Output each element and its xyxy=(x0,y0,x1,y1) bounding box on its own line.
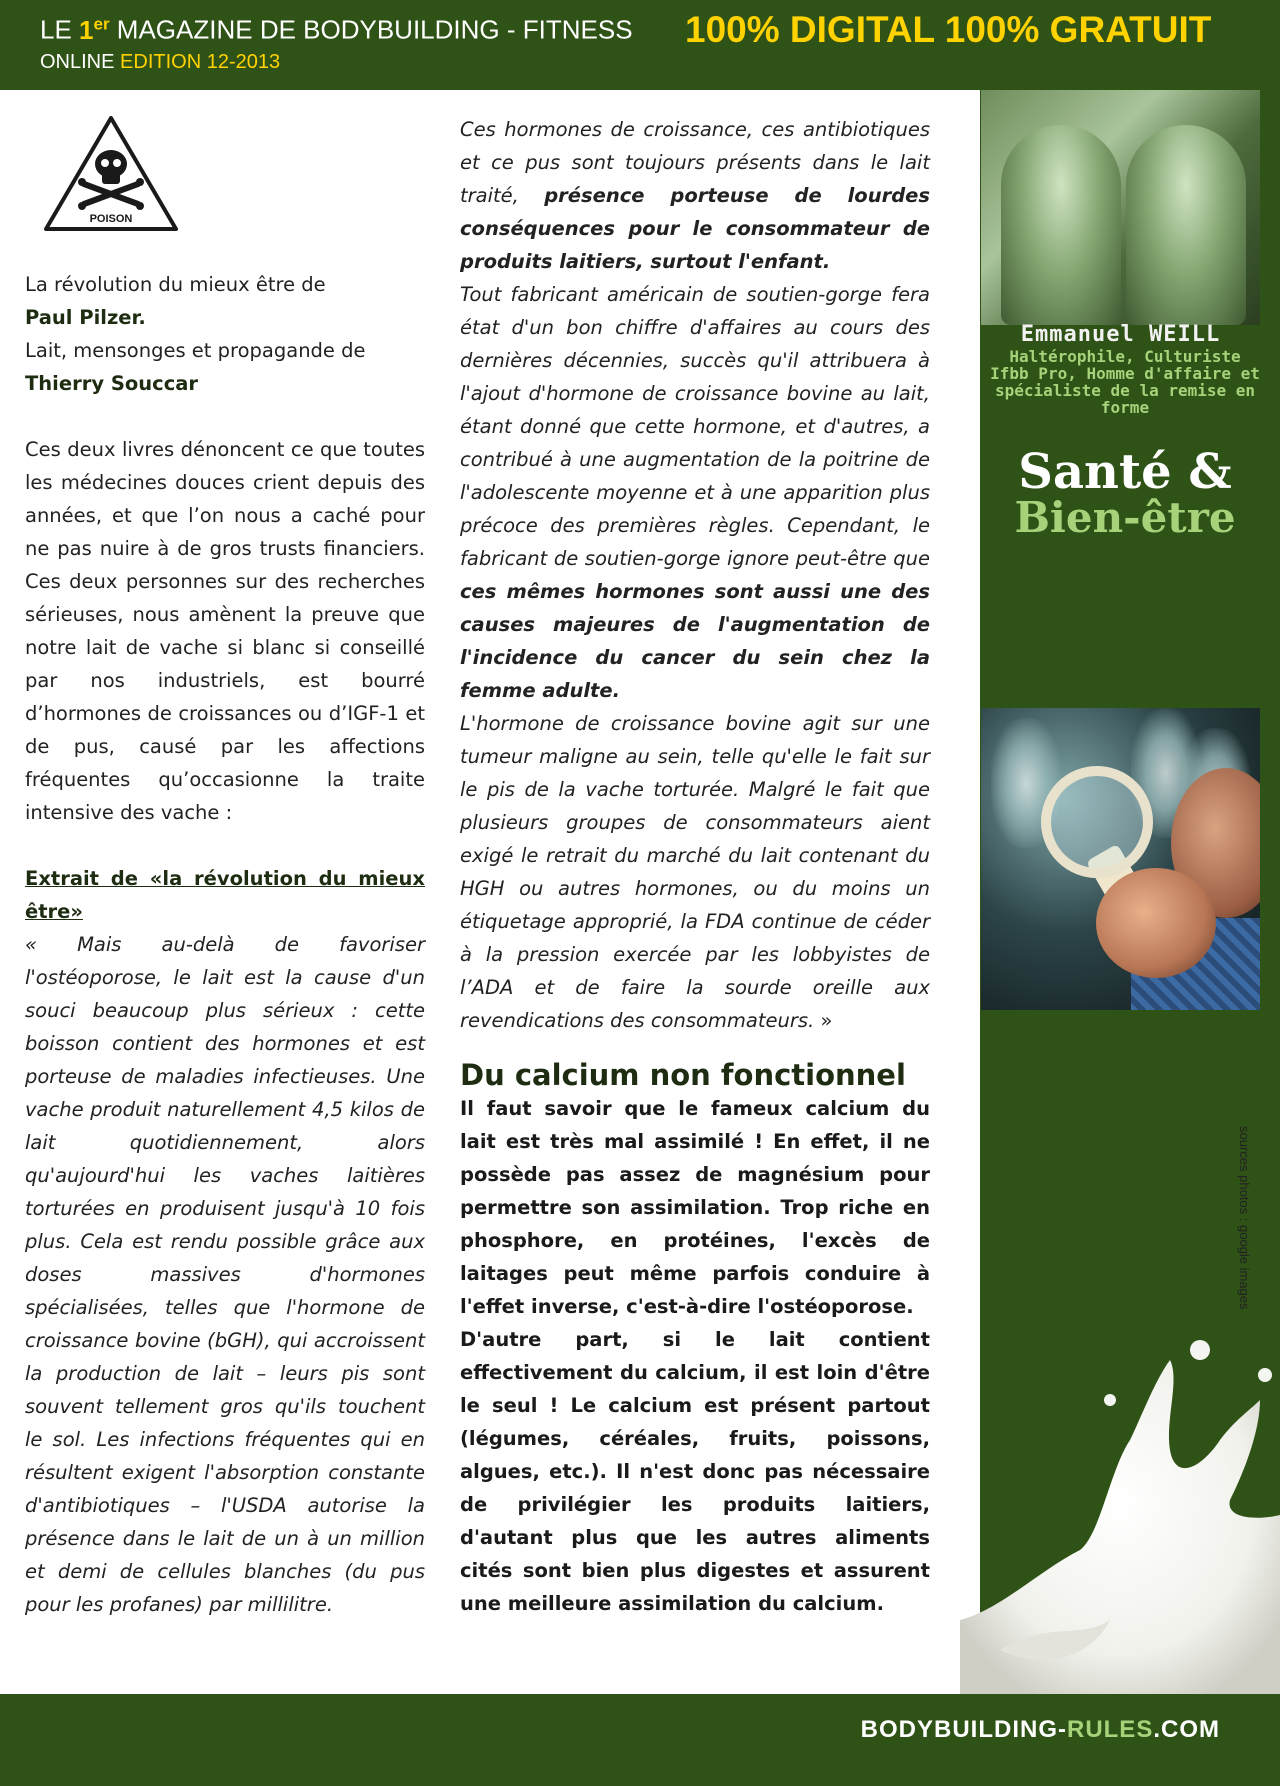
extract-heading: Extrait de «la révolution du mieux être» xyxy=(25,867,425,923)
milk-splash-image xyxy=(960,1320,1280,1720)
poison-label: POISON xyxy=(89,213,133,225)
magazine-header xyxy=(0,0,1280,90)
calcium-paragraph-2: D'autre part, si le lait contient effectivement du calcium, il est loin d'être le seul ! Le calcium est présent partout (légumes, céréales, fruits, poissons, algues, etc.). Il n'est donc pas nécessaire de privilégier les produits laitiers, d'autant plus que les autres aliments cités sont bien plus digestes et assurent une meilleure assimilation du calcium. xyxy=(460,1328,930,1615)
tumor-paragraph: L'hormone de croissance bovine agit sur une tumeur maligne au sein, telle qu'elle le fait sur le pis de la vache torturée. Malgré le fait que plusieurs groupes de consommateurs aient exigé le retrait du marché du lait contenant du HGH ou autres hormones, ou du moins un étiquetage approprié, la FDA continue de céder à la pression exercée par les lobbyistes de l’ADA et de faire la sourde oreille aux revendications des consommateurs. » xyxy=(460,712,930,1032)
intro-paragraph: Ces deux livres dénoncent ce que toutes les médecines douces crient depuis des années, et que l’on nous a caché pour ne pas nuire à de gros trusts financiers. Ces deux personnes sur des recherches sérieuses, nous amènent la preuve que notre lait de vache si blanc si conseillé par nos industriels, est bourré d’hormones de croissances ou d’IGF-1 et de pus, causé par les affections fréquentes qu’occasionne la traite intensive des vache : xyxy=(25,438,425,824)
calcium-heading: Du calcium non fonctionnel xyxy=(460,1058,906,1092)
header-edition: ONLINE EDITION 12-2013 xyxy=(40,51,281,73)
calcium-paragraph-1: Il faut savoir que le fameux calcium du lait est très mal assimilé ! En effet, il ne possède pas assez de magnésium pour permettre son assimilation. Trop riche en phosphore, en protéines, l'excès de laitages peut même parfois conduire à l'effet inverse, c'est-à-dire l'ostéoporose. xyxy=(460,1097,930,1318)
header-slogan: 100% DIGITAL 100% GRATUIT xyxy=(685,9,1212,50)
edition-number: EDITION 12-2013 xyxy=(120,51,281,73)
header-tagline xyxy=(40,9,1212,50)
magazine-footer xyxy=(0,1694,1280,1786)
article-column-left xyxy=(25,268,425,1621)
author-photo xyxy=(981,90,1260,325)
extract-quote: « Mais au-delà de favoriser l'ostéoporose, le lait est la cause d'un souci beaucoup plus sérieux : cette boisson contient des hormones et est porteuse de maladies infectieuses. Une vache produit naturellement 4,5 kilos de lait quotidiennement, alors qu'aujourd'hui les vaches laitières torturées en produisent jusqu'à 10 fois plus. Cela est rendu possible grâce aux doses massives d'hormones spécialisées, telles que l'hormone de croissance bovine (bGH), qui accroissent la production de lait – leurs pis sont souvent tellement gros qu'ils touchent le sol. Les infections fréquentes qui en résultent exigent l'absorption constante d'antibiotiques – l'USDA autorise la présence dans le lait de un à un million et demi de cellules blanches (du pus pour les profanes) par millilitre. xyxy=(25,933,425,1616)
book-intro-1: La révolution du mieux être de xyxy=(25,273,326,296)
bra-paragraph: Tout fabricant américain de soutien-gorge fera état d'un bon chiffre d'affaires au cours des dernières décennies, succès qu'il attribuera à l'ajout d'hormone de croissance bovine au lait, étant donné que cette hormone, et d'autres, a contribué à une augmentation de la poitrine de l'adolescente moyenne et à une apparition plus précoce des premières règles. Cependant, le fabricant de soutien-gorge ignore peut-être que ces mêmes hormones sont aussi une des causes majeures de l'augmentation de l'incidence du cancer du sein chez la femme adulte. xyxy=(460,283,930,702)
section-title-line2: Bien-être xyxy=(1014,493,1236,542)
xray-magnifier-photo xyxy=(981,708,1260,1010)
article-column-right xyxy=(460,113,930,1620)
header-first: 1er xyxy=(79,14,110,45)
section-title-line1: Santé & xyxy=(1018,444,1232,500)
author-description: Haltérophile, Culturiste Ifbb Pro, Homme d'affaire et spécialiste de la remise en forme xyxy=(990,347,1260,417)
header-prefix: LE xyxy=(40,14,80,45)
header-title: MAGAZINE DE BODYBUILDING - FITNESS xyxy=(109,14,633,45)
book-author-2: Thierry Souccar xyxy=(25,372,199,395)
book-author-1: Paul Pilzer. xyxy=(25,306,146,329)
photo-credit: sources photos : google images xyxy=(1237,1126,1252,1310)
book-intro-2: Lait, mensonges et propagande de xyxy=(25,339,366,362)
author-name: Emmanuel WEILL xyxy=(1020,322,1221,347)
poison-warning-icon xyxy=(40,112,182,236)
hormones-paragraph: Ces hormones de croissance, ces antibiotiques et ce pus sont toujours présents dans le lait traité, présence porteuse de lourdes conséquences pour le consommateur de produits laitiers, surtout l'enfant. xyxy=(460,118,930,273)
website-url[interactable]: BODYBUILDING-RULES.COM xyxy=(860,1716,1220,1743)
